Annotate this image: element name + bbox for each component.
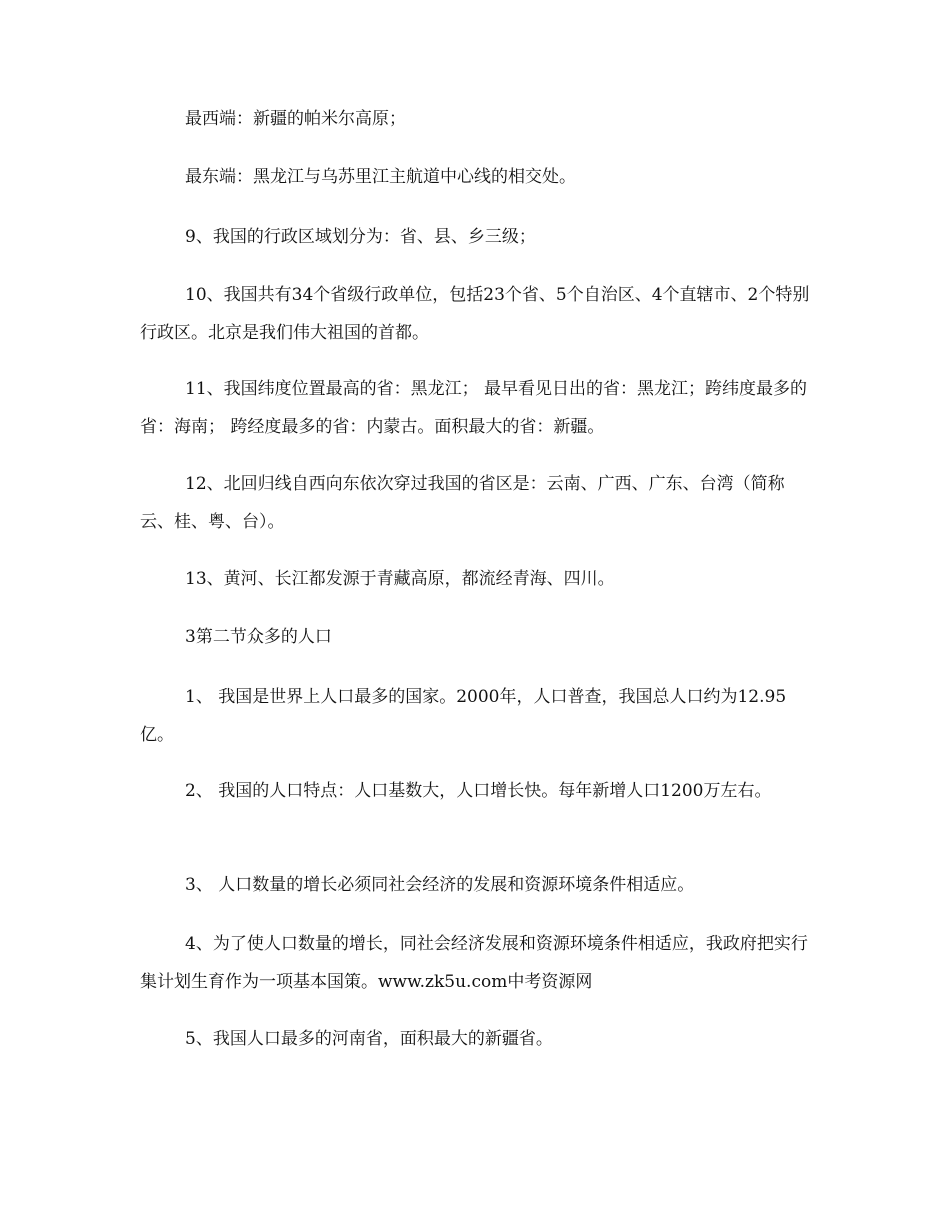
paragraph-population-1: 1、 我国是世界上人口最多的国家。2000年，人口普查，我国总人口约为12.95亿。 xyxy=(140,687,787,745)
paragraph-item-11: 11、我国纬度位置最高的省：黑龙江； 最早看见日出的省：黑龙江；跨纬度最多的省：海南； 跨经度最多的省：内蒙古。面积最大的省：新疆。 xyxy=(140,379,808,437)
paragraph-population-4: 4、为了使人口数量的增长，同社会经济发展和资源环境条件相适应，我政府把实行集计划生育作为一项基本国策。www.zk5u.com中考资源网 xyxy=(140,934,808,992)
paragraph-population-5: 5、我国人口最多的河南省，面积最大的新疆省。 xyxy=(185,1029,553,1049)
paragraph-item-9: 9、我国的行政区域划分为：省、县、乡三级； xyxy=(185,227,536,247)
section-heading: 3第二节众多的人口 xyxy=(185,627,332,647)
paragraph-population-3: 3、 人口数量的增长必须同社会经济的发展和资源环境条件相适应。 xyxy=(185,875,695,895)
paragraph-item-10: 10、我国共有34个省级行政单位，包括23个省、5个自治区、4个直辖市、2个特别行政区。北京是我们伟大祖国的首都。 xyxy=(140,285,810,343)
paragraph-item-12: 12、北回归线自西向东依次穿过我国的省区是：云南、广西、广东、台湾（简称云、桂、粤、台）。 xyxy=(140,474,785,532)
paragraph-population-2: 2、 我国的人口特点：人口基数大，人口增长快。每年新增人口1200万左右。 xyxy=(185,781,772,801)
paragraph-westernmost: 最西端：新疆的帕米尔高原； xyxy=(185,109,406,129)
paragraph-item-13: 13、黄河、长江都发源于青藏高原，都流经青海、四川。 xyxy=(185,569,615,589)
paragraph-easternmost: 最东端：黑龙江与乌苏里江主航道中心线的相交处。 xyxy=(185,167,576,187)
